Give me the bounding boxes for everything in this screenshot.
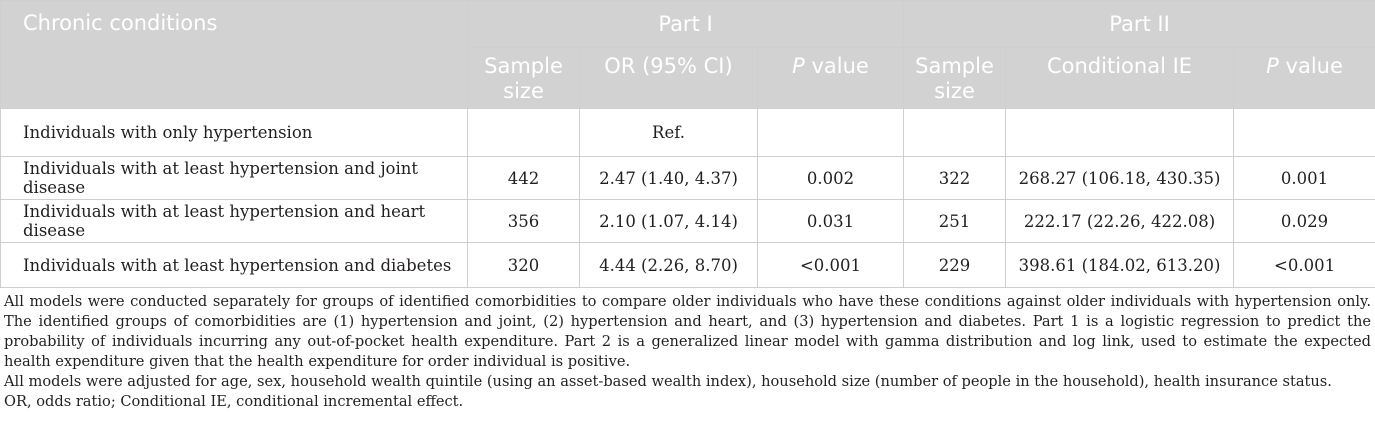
- header-part2: Part II: [904, 1, 1375, 48]
- cell-p-value-part2: <0.001: [1234, 243, 1375, 288]
- header-row-groups: [1, 1, 1375, 48]
- header-chronic-conditions: Chronic conditions: [1, 1, 468, 109]
- cell-p-value-part1: 0.002: [758, 157, 904, 200]
- cell-sample-size-part2: 322: [904, 157, 1006, 200]
- table-row: [1, 243, 1375, 288]
- cell-p-value-part1: [758, 109, 904, 157]
- cell-sample-size-part2: 229: [904, 243, 1006, 288]
- row-label: Individuals with at least hypertension and joint disease: [1, 157, 468, 200]
- header-part1: Part I: [468, 1, 904, 48]
- cell-p-value-part1: 0.031: [758, 200, 904, 243]
- cell-p-value-part1: <0.001: [758, 243, 904, 288]
- cell-p-value-part2: 0.029: [1234, 200, 1375, 243]
- table-row: [1, 109, 1375, 157]
- cell-conditional-ie: 222.17 (22.26, 422.08): [1006, 200, 1234, 243]
- table-row: [1, 157, 1375, 200]
- row-label: Individuals with at least hypertension and diabetes: [1, 243, 468, 288]
- value-word: value: [804, 54, 869, 78]
- cell-sample-size-part1: 442: [468, 157, 580, 200]
- cell-or-ci: Ref.: [580, 109, 758, 157]
- cell-or-ci: 4.44 (2.26, 8.70): [580, 243, 758, 288]
- cell-conditional-ie: 268.27 (106.18, 430.35): [1006, 157, 1234, 200]
- header-or-ci: OR (95% CI): [580, 48, 758, 109]
- cell-sample-size-part2: 251: [904, 200, 1006, 243]
- cell-or-ci: 2.47 (1.40, 4.37): [580, 157, 758, 200]
- table-footnotes: [0, 288, 1375, 412]
- footnote-abbreviations: OR, odds ratio; Conditional IE, conditional incremental effect.: [4, 393, 464, 410]
- header-p-value-part1: [758, 48, 904, 109]
- cell-sample-size-part1: 356: [468, 200, 580, 243]
- row-label: Individuals with at least hypertension and heart disease: [1, 200, 468, 243]
- footnote-adjustments: All models were adjusted for age, sex, household wealth quintile (using an asset-based wealth index), household size (number of people in the household), health insurance status.: [4, 373, 1332, 390]
- cell-or-ci: 2.10 (1.07, 4.14): [580, 200, 758, 243]
- row-label: Individuals with only hypertension: [1, 109, 468, 157]
- cell-p-value-part2: [1234, 109, 1375, 157]
- header-sample-size-part1: Sample size: [468, 48, 580, 109]
- cell-sample-size-part1: 320: [468, 243, 580, 288]
- table-row: [1, 200, 1375, 243]
- cell-sample-size-part2: [904, 109, 1006, 157]
- header-sample-size-part2: Sample size: [904, 48, 1006, 109]
- p-letter: P: [792, 54, 805, 78]
- p-letter: P: [1266, 54, 1279, 78]
- header-p-value-part2: [1234, 48, 1375, 109]
- value-word: value: [1278, 54, 1343, 78]
- footnote-models: All models were conducted separately for groups of identified comorbidities to compare older individuals who have these conditions against older individuals with hypertension only. The identified groups of comorbidities are (1) hypertension and joint, (2) hypertension and heart, and (3) hypertension and diabetes. Part 1 is a logistic regression to predict the probability of individuals incurring any out-of-pocket health expenditure. Part 2 is a generalized linear model with gamma distribution and log link, used to estimate the expected health expenditure given that the health expenditure for order individual is positive.: [4, 293, 1371, 370]
- cell-p-value-part2: 0.001: [1234, 157, 1375, 200]
- cell-sample-size-part1: [468, 109, 580, 157]
- cell-conditional-ie: 398.61 (184.02, 613.20): [1006, 243, 1234, 288]
- header-conditional-ie: Conditional IE: [1006, 48, 1234, 109]
- cell-conditional-ie: [1006, 109, 1234, 157]
